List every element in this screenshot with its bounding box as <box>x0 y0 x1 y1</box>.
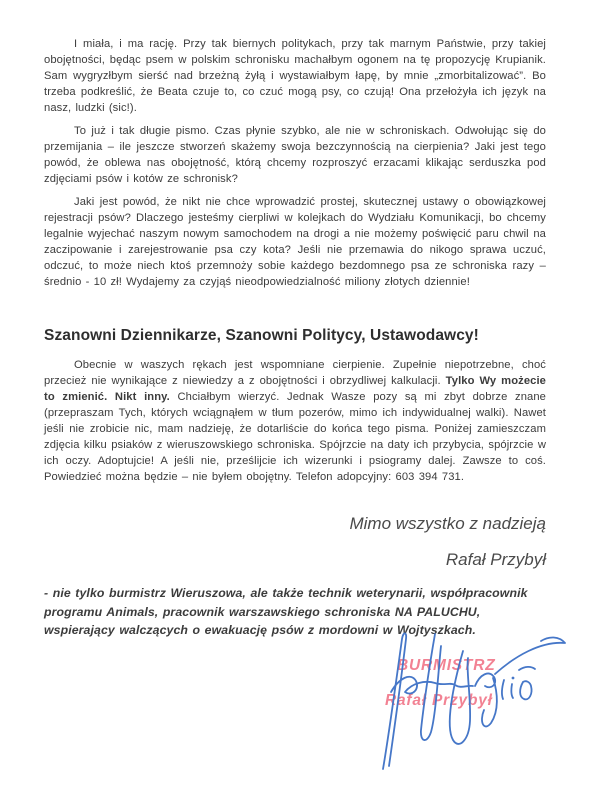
salutation-heading: Szanowni Dziennikarze, Szanowni Politycy, Ustawodawcy! <box>44 327 479 344</box>
signature-stroke <box>383 633 406 769</box>
stamp-name: Rafał Przybył <box>385 692 493 709</box>
paragraph-appeal <box>44 357 546 485</box>
author-footnote: - nie tylko burmistrz Wieruszowa, ale także technik weterynarii, współpracownik programu Animals, pracownik warszawskiego schroniska NA PALUCHU, wspierający walczących o ewakuację psów z mordowni w Wojtyszkach. <box>44 586 528 637</box>
closing-line-hope: Mimo wszystko z nadzieją <box>349 514 546 533</box>
signature-stroke <box>482 678 497 726</box>
handwritten-signature-ink <box>363 626 578 791</box>
paragraph-2: To już i tak długie pismo. Czas płynie szybko, ale nie w schroniskach. Odwołując się do przemijania – ile jeszcze stworzeń skażemy swoja bezczynnością na cierpienia? Jaki jest tego powód, że oblewa nas obojętność, którą chcemy rozproszyć erzacami klikając serduszka pod zdjęciami psów i kotów ze schronisk? <box>44 125 546 185</box>
paragraph-3: Jaki jest powód, że nikt nie chce wprowadzić prostej, skutecznej ustawy o obowiązkowej rejestracji psów? Dlaczego jesteśmy cierpliwi w kolejkach do Wydziału Komunikacji, bo chcemy legalnie wyjechać naszym nowym samochodem na drogi a nie możemy poświęcić paru chwil na zaczipowanie i zarejestrowanie psa czy kota? Jeśli nie przemawia do nikogo sprawa uczuć, odczuć, to może niech ktoś przemnoży sobie każdego bezdomnego psa ze schroniska razy – średnio - 10 zł! Wydajemy za czyjąś nieodpowiedzialność miliony złotych dziennie! <box>44 196 546 288</box>
appeal-text-after: Chciałbym wierzyć. Jednak Wasze pozy są mi zbyt dobrze znane (przepraszam Tych, których wciągnąłem w tłum pozerów, mimo ich indywidualnej walki). Nawet jeśli nie zrobicie nic, mam nadzieję, że dotarliście do końca tego pisma. Poniżej zamieszczam zdjęcia kilku psiaków z wieruszowskiego schroniska. Spójrzcie na daty ich przybycia, spójrzcie w ich oczy. Adoptujcie! A jeśli nie, prześlijcie ich wizerunki i psiogramy dalej. Zawsze to coś. Powiedzieć można będzie – nie byłem obojętny. Telefon adopcyjny: 603 394 731. <box>44 391 547 483</box>
paragraph-1: I miała, i ma rację. Przy tak biernych politykach, przy tak marnym Państwie, przy takiej obojętności, będąc psem w polskim schronisku machałbym ogonem na tę propozycję Krupianik. Sam wygryzłbym sierść nad brzeżną żyłą i wystawiałbym łapę, by mnie „zmorbitalizować”. Bo trzeba podkreślić, że Beata czuje to, co czuć mogą psy, co czują! Ona przełożyła ich język na nasz, ludzki (sic!). <box>44 38 546 114</box>
signature-i-dot <box>512 677 515 680</box>
signature-stroke <box>495 637 565 674</box>
signature-block <box>363 626 578 791</box>
signature-stroke <box>421 634 441 740</box>
signature-stroke <box>502 680 504 699</box>
signature-stroke <box>450 651 470 744</box>
signature-stroke <box>519 667 535 670</box>
signature-stroke <box>520 681 531 699</box>
letter-body <box>44 36 546 647</box>
appeal-bold-phrase: Tylko Wy możecie to zmienić. Nikt inny. <box>44 375 547 403</box>
stamp-title: BURMISTRZ <box>397 657 496 674</box>
closing-line-author: Rafał Przybył <box>445 550 546 569</box>
signature-stroke <box>475 674 495 688</box>
signature-stroke <box>391 677 473 694</box>
appeal-text-before: Obecnie w waszych rękach jest wspomniane cierpienie. Zupełnie niepotrzebne, choć przecież nie wynikające z niewiedzy a z obojętności i obrzydliwej kalkulacji. <box>44 359 546 387</box>
signature-stroke <box>511 684 513 698</box>
